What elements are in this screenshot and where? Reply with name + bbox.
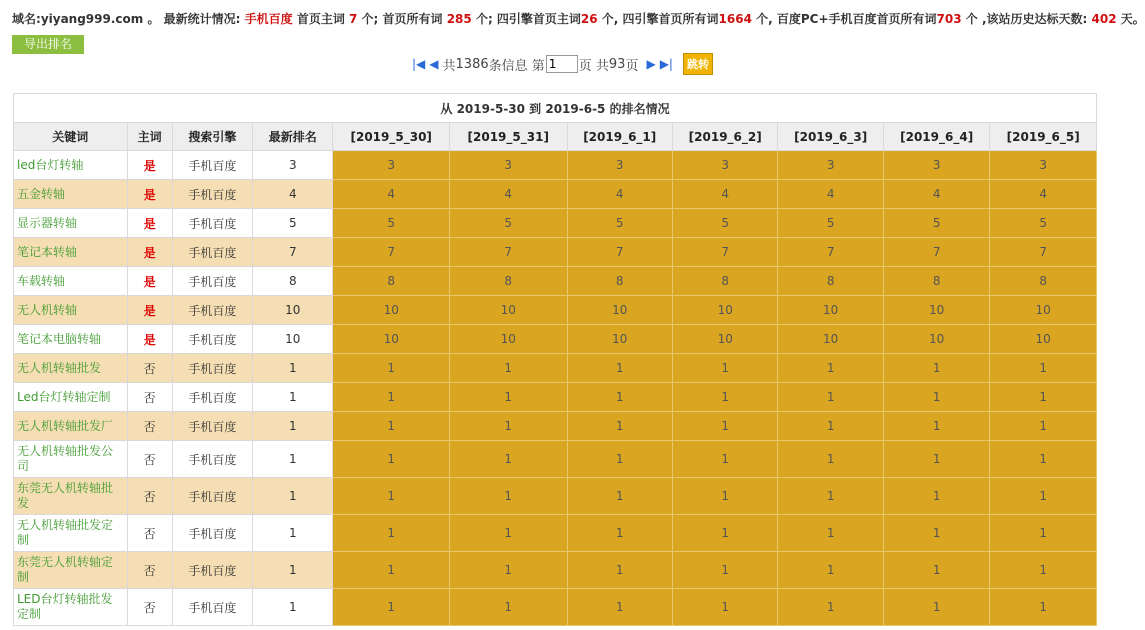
main-keyword-flag: 是 <box>127 151 172 180</box>
daily-rank-cell: 3 <box>567 151 672 180</box>
daily-rank-cell: 5 <box>672 209 777 238</box>
main-keyword-flag: 否 <box>127 515 172 552</box>
latest-rank-cell: 7 <box>253 238 333 267</box>
stats-line <box>12 10 1145 27</box>
main-count: 7 <box>349 12 358 26</box>
domain-value: yiyang999.com <box>40 12 144 26</box>
table-row <box>14 515 1097 552</box>
latest-rank-cell: 1 <box>253 441 333 478</box>
daily-rank-cell: 1 <box>883 515 989 552</box>
stats-text: 。 最新统计情况: <box>143 12 245 26</box>
daily-rank-cell: 1 <box>672 589 777 626</box>
search-engine-cell: 手机百度 <box>172 151 252 180</box>
stats-text: 个 ,该站历史达标天数: <box>961 12 1092 26</box>
daily-rank-cell: 1 <box>333 441 450 478</box>
keyword-link[interactable]: 东莞无人机转轴批发 <box>14 478 128 515</box>
latest-rank-cell: 3 <box>253 151 333 180</box>
daily-rank-cell: 1 <box>990 478 1097 515</box>
main-keyword-flag: 否 <box>127 383 172 412</box>
keyword-link[interactable]: 显示器转轴 <box>14 209 128 238</box>
daily-rank-cell: 1 <box>883 478 989 515</box>
daily-rank-cell: 8 <box>778 267 883 296</box>
daily-rank-cell: 1 <box>333 354 450 383</box>
four-all-count: 1664 <box>718 12 752 26</box>
daily-rank-cell: 1 <box>333 383 450 412</box>
daily-rank-cell: 10 <box>333 325 450 354</box>
latest-rank-cell: 1 <box>253 354 333 383</box>
latest-rank-cell: 8 <box>253 267 333 296</box>
daily-rank-cell: 1 <box>990 412 1097 441</box>
daily-rank-cell: 1 <box>449 515 567 552</box>
stats-text: 个; 首页所有词 <box>357 12 447 26</box>
daily-rank-cell: 8 <box>883 267 989 296</box>
latest-rank-cell: 1 <box>253 515 333 552</box>
search-engine-cell: 手机百度 <box>172 589 252 626</box>
daily-rank-cell: 3 <box>778 151 883 180</box>
daily-rank-cell: 1 <box>333 412 450 441</box>
search-engine-cell: 手机百度 <box>172 325 252 354</box>
main-keyword-flag: 否 <box>127 478 172 515</box>
keyword-link[interactable]: 无人机转轴批发定制 <box>14 515 128 552</box>
daily-rank-cell: 10 <box>567 325 672 354</box>
daily-rank-cell: 1 <box>672 478 777 515</box>
daily-rank-cell: 4 <box>567 180 672 209</box>
search-engine-cell: 手机百度 <box>172 441 252 478</box>
daily-rank-cell: 1 <box>567 354 672 383</box>
daily-rank-cell: 10 <box>778 296 883 325</box>
main-keyword-flag: 否 <box>127 354 172 383</box>
daily-rank-cell: 1 <box>672 412 777 441</box>
date-column-header: [2019_5_30] <box>333 123 450 151</box>
daily-rank-cell: 7 <box>449 238 567 267</box>
daily-rank-cell: 1 <box>778 515 883 552</box>
engine-name: 手机百度 <box>244 12 293 26</box>
daily-rank-cell: 8 <box>672 267 777 296</box>
table-row <box>14 383 1097 412</box>
daily-rank-cell: 10 <box>883 296 989 325</box>
daily-rank-cell: 1 <box>567 589 672 626</box>
table-caption: 从 2019-5-30 到 2019-6-5 的排名情况 <box>14 94 1097 123</box>
daily-rank-cell: 7 <box>990 238 1097 267</box>
total-suffix: 条信息 第 <box>488 58 545 74</box>
daily-rank-cell: 10 <box>778 325 883 354</box>
daily-rank-cell: 1 <box>778 383 883 412</box>
page-number-input[interactable] <box>546 55 578 73</box>
daily-rank-cell: 10 <box>672 325 777 354</box>
days-count: 402 <box>1091 12 1117 26</box>
latest-rank-cell: 1 <box>253 383 333 412</box>
daily-rank-cell: 1 <box>778 354 883 383</box>
table-row <box>14 151 1097 180</box>
daily-rank-cell: 8 <box>990 267 1097 296</box>
daily-rank-cell: 7 <box>672 238 777 267</box>
daily-rank-cell: 1 <box>990 552 1097 589</box>
export-ranking-button[interactable]: 导出排名 <box>12 35 84 54</box>
daily-rank-cell: 10 <box>672 296 777 325</box>
latest-rank-cell: 1 <box>253 412 333 441</box>
daily-rank-cell: 1 <box>883 589 989 626</box>
keyword-link[interactable]: 笔记本转轴 <box>14 238 128 267</box>
daily-rank-cell: 5 <box>883 209 989 238</box>
daily-rank-cell: 3 <box>449 151 567 180</box>
main-keyword-flag: 是 <box>127 180 172 209</box>
daily-rank-cell: 8 <box>449 267 567 296</box>
stats-text: 首页主词 <box>292 12 349 26</box>
main-keyword-flag: 否 <box>127 552 172 589</box>
column-header: 关键词 <box>14 123 128 151</box>
main-keyword-flag: 是 <box>127 209 172 238</box>
table-row <box>14 478 1097 515</box>
daily-rank-cell: 1 <box>883 383 989 412</box>
daily-rank-cell: 1 <box>672 383 777 412</box>
daily-rank-cell: 1 <box>778 478 883 515</box>
daily-rank-cell: 1 <box>567 552 672 589</box>
keyword-link[interactable]: 东莞无人机转轴定制 <box>14 552 128 589</box>
table-row <box>14 412 1097 441</box>
main-keyword-flag: 否 <box>127 441 172 478</box>
daily-rank-cell: 1 <box>883 552 989 589</box>
search-engine-cell: 手机百度 <box>172 209 252 238</box>
search-engine-cell: 手机百度 <box>172 383 252 412</box>
main-keyword-flag: 否 <box>127 589 172 626</box>
search-engine-cell: 手机百度 <box>172 180 252 209</box>
daily-rank-cell: 3 <box>883 151 989 180</box>
main-keyword-flag: 是 <box>127 296 172 325</box>
daily-rank-cell: 1 <box>883 412 989 441</box>
daily-rank-cell: 10 <box>449 296 567 325</box>
daily-rank-cell: 1 <box>883 441 989 478</box>
daily-rank-cell: 1 <box>778 552 883 589</box>
daily-rank-cell: 1 <box>333 552 450 589</box>
daily-rank-cell: 1 <box>449 441 567 478</box>
stats-text: 个, 百度PC+手机百度首页所有词 <box>751 12 937 26</box>
daily-rank-cell: 5 <box>990 209 1097 238</box>
column-header: 主词 <box>127 123 172 151</box>
table-row <box>14 441 1097 478</box>
all-count: 285 <box>446 12 472 26</box>
latest-rank-cell: 1 <box>253 589 333 626</box>
keyword-link[interactable]: 无人机转轴批发厂 <box>14 412 128 441</box>
ranking-table <box>13 93 1097 626</box>
search-engine-cell: 手机百度 <box>172 267 252 296</box>
page-suffix: 页 共 <box>578 58 609 74</box>
stats-text: 天。 <box>1116 12 1145 26</box>
daily-rank-cell: 10 <box>990 296 1097 325</box>
latest-rank-cell: 10 <box>253 325 333 354</box>
search-engine-cell: 手机百度 <box>172 354 252 383</box>
date-column-header: [2019_6_3] <box>778 123 883 151</box>
date-column-header: [2019_5_31] <box>449 123 567 151</box>
total-prefix: 共 <box>442 58 456 74</box>
daily-rank-cell: 1 <box>567 383 672 412</box>
daily-rank-cell: 1 <box>990 354 1097 383</box>
daily-rank-cell: 10 <box>333 296 450 325</box>
table-row <box>14 354 1097 383</box>
daily-rank-cell: 1 <box>990 441 1097 478</box>
table-header-row <box>14 123 1097 151</box>
daily-rank-cell: 1 <box>567 478 672 515</box>
stats-text: 个, 四引擎首页所有词 <box>597 12 719 26</box>
daily-rank-cell: 1 <box>567 441 672 478</box>
daily-rank-cell: 10 <box>990 325 1097 354</box>
next-page-icon[interactable]: ▶ <box>646 57 656 71</box>
jump-button[interactable]: 跳转 <box>683 53 713 75</box>
daily-rank-cell: 4 <box>672 180 777 209</box>
keyword-link[interactable]: 无人机转轴批发 <box>14 354 128 383</box>
pc-mobile-count: 703 <box>936 12 962 26</box>
date-column-header: [2019_6_1] <box>567 123 672 151</box>
column-header: 搜索引擎 <box>172 123 252 151</box>
table-row <box>14 180 1097 209</box>
keyword-link[interactable]: led台灯转轴 <box>14 151 128 180</box>
table-row <box>14 325 1097 354</box>
daily-rank-cell: 10 <box>567 296 672 325</box>
daily-rank-cell: 1 <box>672 441 777 478</box>
daily-rank-cell: 4 <box>883 180 989 209</box>
daily-rank-cell: 1 <box>990 589 1097 626</box>
daily-rank-cell: 1 <box>672 552 777 589</box>
daily-rank-cell: 8 <box>567 267 672 296</box>
main-keyword-flag: 否 <box>127 412 172 441</box>
keyword-link[interactable]: LED台灯转轴批发定制 <box>14 589 128 626</box>
table-row <box>14 552 1097 589</box>
table-row <box>14 238 1097 267</box>
keyword-link[interactable]: 无人机转轴批发公司 <box>14 441 128 478</box>
daily-rank-cell: 1 <box>333 589 450 626</box>
table-row <box>14 296 1097 325</box>
last-page-icon[interactable]: ▶| <box>659 57 673 71</box>
daily-rank-cell: 1 <box>567 412 672 441</box>
column-header: 最新排名 <box>253 123 333 151</box>
daily-rank-cell: 5 <box>778 209 883 238</box>
daily-rank-cell: 1 <box>449 412 567 441</box>
search-engine-cell: 手机百度 <box>172 478 252 515</box>
search-engine-cell: 手机百度 <box>172 515 252 552</box>
main-keyword-flag: 是 <box>127 325 172 354</box>
daily-rank-cell: 4 <box>778 180 883 209</box>
domain-label: 域名: <box>12 12 41 26</box>
daily-rank-cell: 1 <box>567 515 672 552</box>
daily-rank-cell: 1 <box>449 354 567 383</box>
main-keyword-flag: 是 <box>127 267 172 296</box>
daily-rank-cell: 1 <box>778 412 883 441</box>
daily-rank-cell: 10 <box>449 325 567 354</box>
daily-rank-cell: 1 <box>778 589 883 626</box>
daily-rank-cell: 1 <box>883 354 989 383</box>
daily-rank-cell: 1 <box>778 441 883 478</box>
latest-rank-cell: 5 <box>253 209 333 238</box>
daily-rank-cell: 7 <box>333 238 450 267</box>
daily-rank-cell: 1 <box>990 515 1097 552</box>
latest-rank-cell: 1 <box>253 552 333 589</box>
keyword-link[interactable]: 五金转轴 <box>14 180 128 209</box>
daily-rank-cell: 3 <box>333 151 450 180</box>
total-records: 1386 <box>455 56 489 72</box>
date-column-header: [2019_6_2] <box>672 123 777 151</box>
daily-rank-cell: 8 <box>333 267 450 296</box>
daily-rank-cell: 1 <box>990 383 1097 412</box>
daily-rank-cell: 4 <box>990 180 1097 209</box>
daily-rank-cell: 5 <box>567 209 672 238</box>
daily-rank-cell: 1 <box>449 478 567 515</box>
table-row <box>14 589 1097 626</box>
latest-rank-cell: 4 <box>253 180 333 209</box>
pages-suffix: 页 <box>625 58 639 74</box>
prev-page-icon[interactable]: ◀ <box>429 57 439 71</box>
search-engine-cell: 手机百度 <box>172 296 252 325</box>
daily-rank-cell: 3 <box>672 151 777 180</box>
stats-text: 个; 四引擎首页主词 <box>471 12 581 26</box>
daily-rank-cell: 1 <box>333 515 450 552</box>
search-engine-cell: 手机百度 <box>172 412 252 441</box>
daily-rank-cell: 7 <box>883 238 989 267</box>
keyword-link[interactable]: Led台灯转轴定制 <box>14 383 128 412</box>
first-page-icon[interactable]: |◀ <box>412 57 426 71</box>
search-engine-cell: 手机百度 <box>172 238 252 267</box>
daily-rank-cell: 3 <box>990 151 1097 180</box>
keyword-link[interactable]: 笔记本电脑转轴 <box>14 325 128 354</box>
search-engine-cell: 手机百度 <box>172 552 252 589</box>
total-pages: 93 <box>608 56 626 72</box>
latest-rank-cell: 10 <box>253 296 333 325</box>
pagination <box>412 53 713 75</box>
table-row <box>14 267 1097 296</box>
table-row <box>14 209 1097 238</box>
daily-rank-cell: 1 <box>333 478 450 515</box>
date-column-header: [2019_6_5] <box>990 123 1097 151</box>
daily-rank-cell: 1 <box>449 589 567 626</box>
daily-rank-cell: 7 <box>567 238 672 267</box>
daily-rank-cell: 5 <box>333 209 450 238</box>
main-keyword-flag: 是 <box>127 238 172 267</box>
daily-rank-cell: 1 <box>449 383 567 412</box>
daily-rank-cell: 1 <box>672 354 777 383</box>
daily-rank-cell: 7 <box>778 238 883 267</box>
daily-rank-cell: 1 <box>449 552 567 589</box>
daily-rank-cell: 4 <box>333 180 450 209</box>
table-body <box>14 151 1097 626</box>
daily-rank-cell: 10 <box>883 325 989 354</box>
latest-rank-cell: 1 <box>253 478 333 515</box>
four-main-count: 26 <box>580 12 598 26</box>
keyword-link[interactable]: 车载转轴 <box>14 267 128 296</box>
date-column-header: [2019_6_4] <box>883 123 989 151</box>
daily-rank-cell: 5 <box>449 209 567 238</box>
daily-rank-cell: 4 <box>449 180 567 209</box>
keyword-link[interactable]: 无人机转轴 <box>14 296 128 325</box>
daily-rank-cell: 1 <box>672 515 777 552</box>
